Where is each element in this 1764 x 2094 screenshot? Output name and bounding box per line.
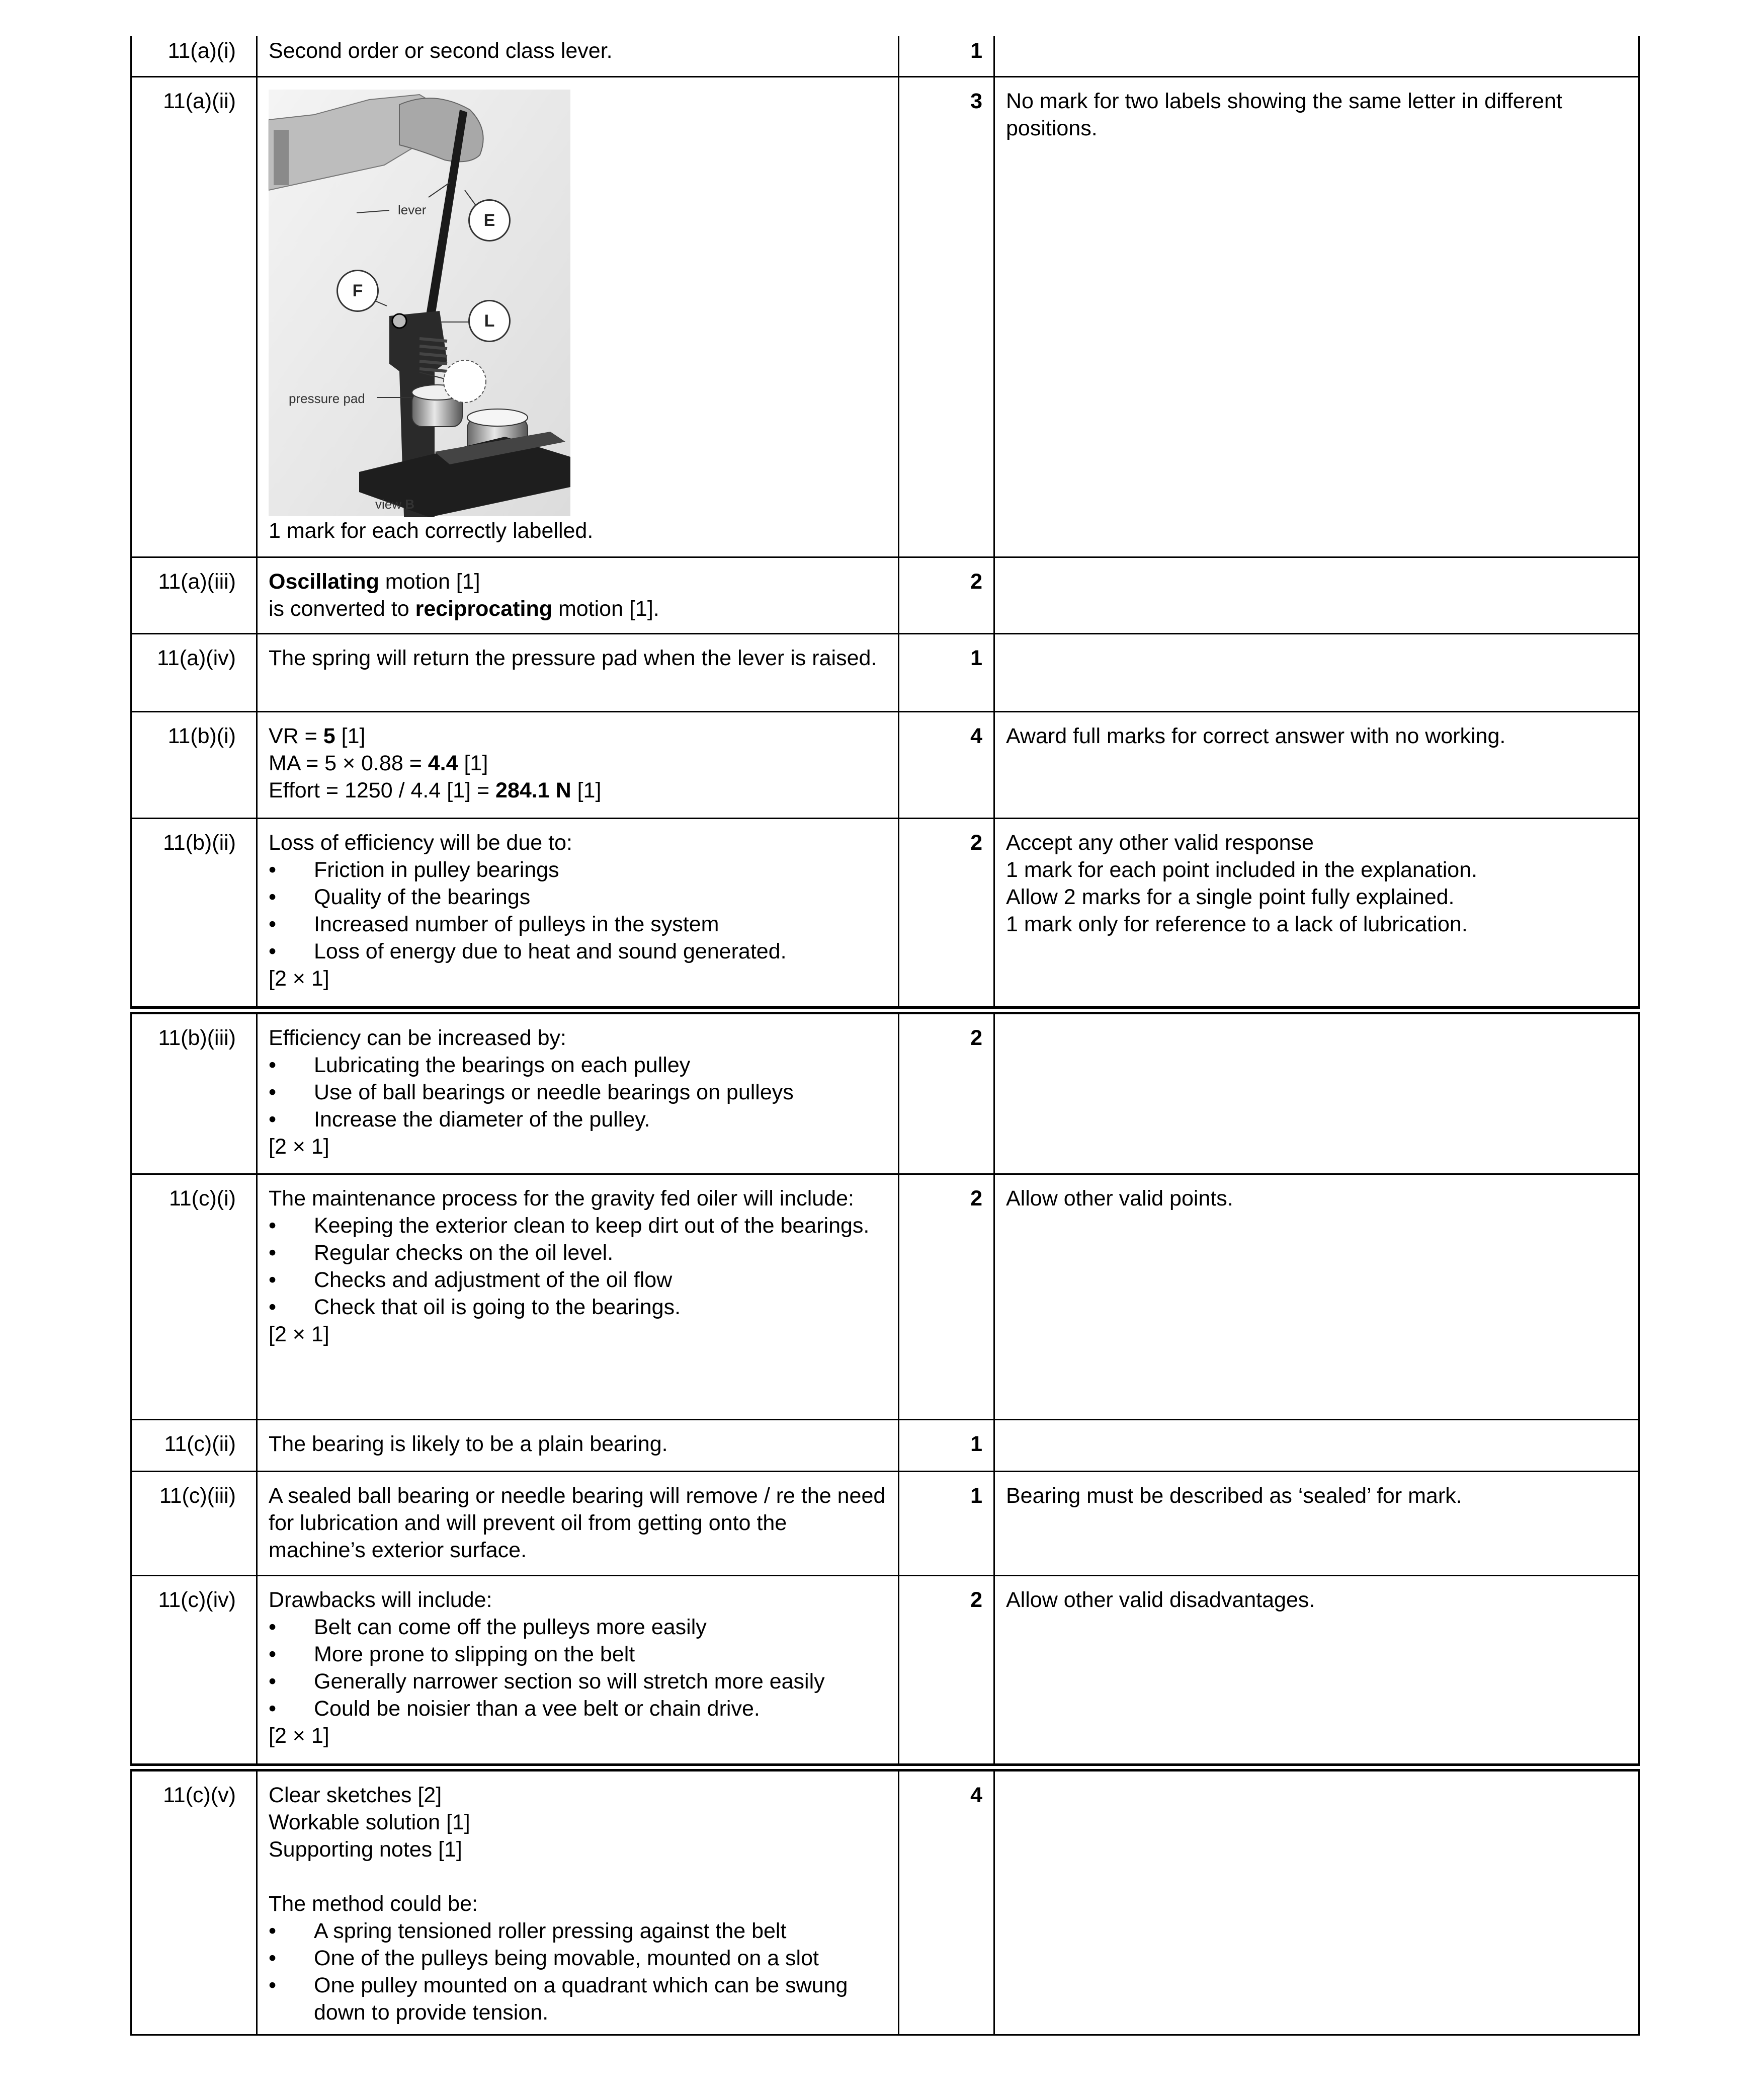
guidance-cell xyxy=(994,1174,1639,1419)
guidance-text: Allow other valid disadvantages. xyxy=(1006,1587,1315,1612)
marks-cell: 1 xyxy=(899,36,994,76)
question-number: 11(a)(iii) xyxy=(131,557,257,633)
view-letter: B xyxy=(405,496,415,512)
table-row xyxy=(131,36,1639,76)
answer-text: The bearing is likely to be a plain bearing. xyxy=(269,1431,668,1456)
marks-cell: 1 xyxy=(899,633,994,711)
guidance-cell xyxy=(994,1767,1639,2035)
marks-cell: 4 xyxy=(899,711,994,818)
bold-value: 284.1 N xyxy=(495,778,571,802)
answer-intro: The maintenance process for the gravity fed oiler will include: xyxy=(269,1186,854,1211)
guidance-cell xyxy=(994,557,1639,633)
list-item: • Could be noisier than a vee belt or chain drive. xyxy=(269,1695,887,1722)
marks-cell: 2 xyxy=(899,1174,994,1419)
button-press-figure xyxy=(269,90,575,517)
marks-cell: 4 xyxy=(899,1767,994,2035)
guidance-text: Allow other valid points. xyxy=(1006,1186,1233,1211)
pressure-pad-label: pressure pad xyxy=(289,390,365,406)
bold-value: 4.4 xyxy=(428,751,458,775)
answer-text: A sealed ball bearing or needle bearing will remove / re the need for lubrication and will prevent oil from getting onto the machine’s exterior surface. xyxy=(269,1483,886,1562)
label-circle-e: E xyxy=(468,199,511,241)
table-row xyxy=(131,76,1639,557)
answer-cell xyxy=(257,1471,899,1575)
answer-text: [1] xyxy=(335,723,366,748)
guidance-text: Allow 2 marks for a single point fully explained. xyxy=(1006,884,1455,909)
answer-text: is converted to xyxy=(269,596,415,621)
mark-allocation: [2 × 1] xyxy=(269,966,329,991)
answer-text: [1] xyxy=(571,778,602,802)
bullet-list xyxy=(269,1614,887,1722)
guidance-cell xyxy=(994,1471,1639,1575)
mark-scheme-table xyxy=(130,36,1640,2036)
guidance-cell xyxy=(994,818,1639,1010)
table-row xyxy=(131,1174,1639,1419)
bullet-list xyxy=(269,1052,887,1133)
bullet-list xyxy=(269,1917,887,2026)
answer-cell xyxy=(257,1575,899,1767)
answer-note: 1 mark for each correctly labelled. xyxy=(269,518,594,543)
guidance-cell xyxy=(994,633,1639,711)
answer-cell xyxy=(257,633,899,711)
answer-text: VR = xyxy=(269,723,323,748)
answer-intro: The method could be: xyxy=(269,1892,478,1916)
table-row xyxy=(131,1471,1639,1575)
question-number: 11(c)(i) xyxy=(131,1174,257,1419)
guidance-cell xyxy=(994,1575,1639,1767)
table-row xyxy=(131,818,1639,1010)
list-item: • Check that oil is going to the bearings. xyxy=(269,1294,887,1321)
answer-cell xyxy=(257,1010,899,1174)
answer-text: Second order or second class lever. xyxy=(269,39,613,63)
list-item: • Friction in pulley bearings xyxy=(269,856,887,883)
table-row xyxy=(131,1419,1639,1471)
answer-cell xyxy=(257,1174,899,1419)
list-item: • Belt can come off the pulleys more easily xyxy=(269,1614,887,1641)
list-item: • Quality of the bearings xyxy=(269,883,887,911)
answer-text: [1] xyxy=(458,751,488,775)
marks-cell: 3 xyxy=(899,76,994,557)
table-row xyxy=(131,1010,1639,1174)
view-text: view xyxy=(375,496,402,512)
mark-allocation: [2 × 1] xyxy=(269,1723,329,1748)
label-circle-f: F xyxy=(337,270,379,312)
mark-allocation: [2 × 1] xyxy=(269,1135,329,1159)
list-item: • One pulley mounted on a quadrant which can be swung down to provide tension. xyxy=(269,1972,887,2026)
list-item: • One of the pulleys being movable, mounted on a slot xyxy=(269,1945,887,1972)
list-item: • Regular checks on the oil level. xyxy=(269,1239,887,1266)
list-item: • Lubricating the bearings on each pulley xyxy=(269,1052,887,1079)
bold-term: reciprocating xyxy=(415,596,552,621)
bullet-list xyxy=(269,1212,887,1321)
guidance-cell xyxy=(994,1419,1639,1471)
answer-cell xyxy=(257,557,899,633)
question-number: 11(b)(iii) xyxy=(131,1010,257,1174)
answer-cell xyxy=(257,711,899,818)
guidance-cell xyxy=(994,36,1639,76)
table-row xyxy=(131,1575,1639,1767)
guidance-cell xyxy=(994,76,1639,557)
answer-text: Effort = 1250 / 4.4 [1] = xyxy=(269,778,496,802)
answer-cell xyxy=(257,818,899,1010)
question-number: 11(c)(iii) xyxy=(131,1471,257,1575)
mark-allocation: [2 × 1] xyxy=(269,1322,329,1346)
answer-text: Supporting notes [1] xyxy=(269,1837,462,1862)
guidance-text: Bearing must be described as ‘sealed’ for mark. xyxy=(1006,1483,1462,1508)
list-item: • A spring tensioned roller pressing against the belt xyxy=(269,1917,887,1945)
table-row xyxy=(131,711,1639,818)
answer-text: Workable solution [1] xyxy=(269,1810,470,1834)
answer-text: The spring will return the pressure pad when the lever is raised. xyxy=(269,646,877,670)
question-number: 11(b)(ii) xyxy=(131,818,257,1010)
bullet-list xyxy=(269,856,887,965)
list-item: • Generally narrower section so will stretch more easily xyxy=(269,1668,887,1695)
list-item: • Increased number of pulleys in the system xyxy=(269,911,887,938)
lever-label: lever xyxy=(398,202,427,217)
marks-cell: 2 xyxy=(899,1575,994,1767)
marks-cell: 1 xyxy=(899,1419,994,1471)
list-item: • Increase the diameter of the pulley. xyxy=(269,1106,887,1133)
marks-cell: 2 xyxy=(899,1010,994,1174)
view-label xyxy=(375,497,414,511)
question-number: 11(a)(ii) xyxy=(131,76,257,557)
guidance-text: Accept any other valid response xyxy=(1006,830,1314,855)
bold-value: 5 xyxy=(323,723,335,748)
label-circle-l: L xyxy=(468,300,511,342)
guidance-text: Award full marks for correct answer with no working. xyxy=(1006,723,1506,748)
question-number: 11(c)(iv) xyxy=(131,1575,257,1767)
answer-intro: Loss of efficiency will be due to: xyxy=(269,830,572,855)
answer-text: motion [1] xyxy=(379,569,480,594)
answer-text: MA = 5 × 0.88 = xyxy=(269,751,428,775)
answer-text: Clear sketches [2] xyxy=(269,1783,442,1807)
answer-intro: Drawbacks will include: xyxy=(269,1587,492,1612)
answer-cell xyxy=(257,1767,899,2035)
answer-text: motion [1]. xyxy=(552,596,659,621)
table-row xyxy=(131,557,1639,633)
guidance-cell xyxy=(994,711,1639,818)
question-number: 11(a)(iv) xyxy=(131,633,257,711)
list-item: • More prone to slipping on the belt xyxy=(269,1641,887,1668)
answer-intro: Efficiency can be increased by: xyxy=(269,1026,566,1050)
marks-cell: 1 xyxy=(899,1471,994,1575)
guidance-text: No mark for two labels showing the same letter in different positions. xyxy=(1006,89,1562,140)
marks-cell: 2 xyxy=(899,557,994,633)
guidance-text: 1 mark only for reference to a lack of lubrication. xyxy=(1006,912,1468,936)
guidance-cell xyxy=(994,1010,1639,1174)
list-item: • Checks and adjustment of the oil flow xyxy=(269,1266,887,1294)
button-press-drawing xyxy=(269,90,575,517)
bold-term: Oscillating xyxy=(269,569,379,594)
table-row xyxy=(131,633,1639,711)
list-item: • Loss of energy due to heat and sound generated. xyxy=(269,938,887,965)
marks-cell: 2 xyxy=(899,818,994,1010)
guidance-text: 1 mark for each point included in the explanation. xyxy=(1006,857,1478,882)
question-number: 11(c)(ii) xyxy=(131,1419,257,1471)
list-item: • Keeping the exterior clean to keep dirt out of the bearings. xyxy=(269,1212,887,1239)
question-number: 11(c)(v) xyxy=(131,1767,257,2035)
answer-cell xyxy=(257,36,899,76)
answer-cell xyxy=(257,1419,899,1471)
answer-cell xyxy=(257,76,899,557)
list-item: • Use of ball bearings or needle bearings on pulleys xyxy=(269,1079,887,1106)
table-row xyxy=(131,1767,1639,2035)
question-number: 11(b)(i) xyxy=(131,711,257,818)
question-number: 11(a)(i) xyxy=(131,36,257,76)
